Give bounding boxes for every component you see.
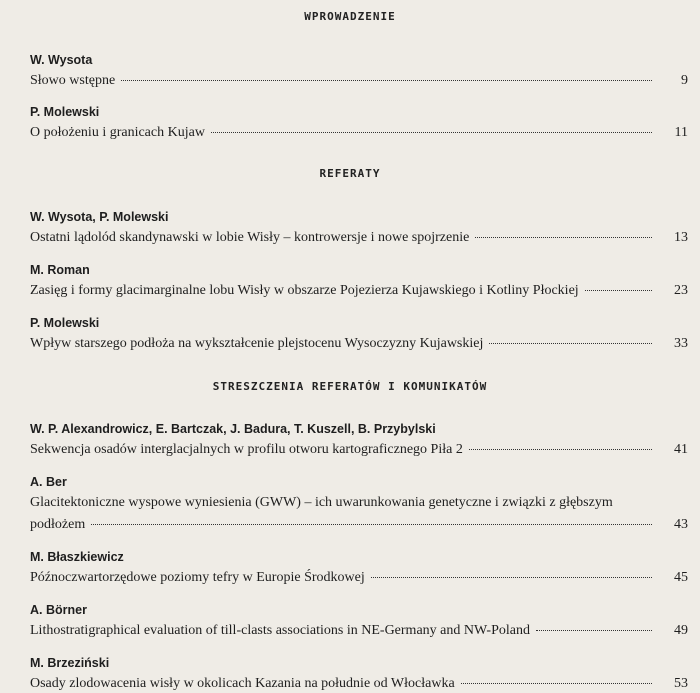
entry-title-line (30, 621, 688, 640)
entry-title: Późnoczwartorzędowe poziomy tefry w Europie Środkowej (30, 570, 365, 585)
entry-authors: W. P. Alexandrowicz, E. Bartczak, J. Badura, T. Kuszell, B. Przybylski (30, 422, 436, 436)
section-title-wprowadzenie: WPROWADZENIE (304, 10, 396, 23)
toc-entry[interactable] (30, 315, 688, 353)
entry-page-number: 43 (674, 517, 688, 532)
entry-title: Lithostratigraphical evaluation of till-clasts associations in NE-Germany and NW-Poland (30, 623, 530, 638)
leader-dots (91, 524, 652, 525)
toc-entry[interactable] (30, 602, 688, 640)
leader-dots (211, 132, 652, 133)
entry-title-line (30, 281, 688, 300)
entry-title-line (30, 334, 688, 353)
toc-entry[interactable] (30, 52, 688, 90)
entry-title: Sekwencja osadów interglacjalnych w profilu otworu kartograficznego Piła 2 (30, 442, 463, 457)
entry-page-number: 9 (681, 73, 688, 88)
entry-authors: M. Roman (30, 263, 90, 277)
entry-page-number: 11 (674, 125, 688, 140)
entry-page-number: 45 (674, 570, 688, 585)
entry-title-line (30, 123, 688, 142)
entry-page-number: 41 (674, 442, 688, 457)
entry-authors: W. Wysota (30, 53, 93, 67)
entry-authors: A. Börner (30, 603, 87, 617)
entry-title-line (30, 674, 688, 693)
entry-page-number: 23 (674, 283, 688, 298)
toc-entry[interactable] (30, 104, 688, 142)
toc-entry[interactable] (30, 209, 688, 247)
leader-dots (585, 290, 652, 291)
entry-title-line-1: Glacitektoniczne wyspowe wyniesienia (GWW) – ich uwarunkowania genetyczne i związki z głębszym (30, 495, 613, 510)
entry-authors: P. Molewski (30, 316, 100, 330)
leader-dots (536, 630, 652, 631)
entry-authors: P. Molewski (30, 105, 100, 119)
toc-entry[interactable] (30, 262, 688, 300)
entry-title-line (30, 228, 688, 247)
leader-dots (489, 343, 652, 344)
entry-title-line (30, 515, 688, 534)
entry-title: Osady zlodowacenia wisły w okolicach Kazania na południe od Włocławka (30, 676, 455, 691)
entry-authors: A. Ber (30, 475, 67, 489)
leader-dots (461, 683, 652, 684)
entry-title: Wpływ starszego podłoża na wykształcenie plejstocenu Wysoczyzny Kujawskiej (30, 336, 484, 351)
entry-title: O położeniu i granicach Kujaw (30, 125, 205, 140)
entry-page-number: 49 (674, 623, 688, 638)
leader-dots (371, 577, 652, 578)
entry-authors: M. Brzeziński (30, 656, 110, 670)
section-title-streszczenia: STRESZCZENIA REFERATÓW I KOMUNIKATÓW (212, 380, 488, 393)
entry-page-number: 13 (674, 230, 688, 245)
leader-dots (121, 80, 652, 81)
entry-title: Słowo wstępne (30, 73, 116, 88)
entry-title-line-2: podłożem (30, 517, 86, 532)
leader-dots (475, 237, 652, 238)
leader-dots (469, 449, 652, 450)
toc-entry[interactable] (30, 655, 688, 693)
section-title-referaty: REFERATY (319, 167, 381, 180)
entry-title-line (30, 71, 688, 90)
entry-authors: W. Wysota, P. Molewski (30, 210, 169, 224)
entry-title-line (30, 568, 688, 587)
entry-title: Ostatni lądolód skandynawski w lobie Wisły – kontrowersje i nowe spojrzenie (30, 230, 470, 245)
entry-page-number: 53 (674, 676, 688, 691)
toc-entry[interactable] (30, 474, 688, 534)
toc-entry[interactable] (30, 421, 688, 459)
entry-title-line (30, 440, 688, 459)
entry-title: Zasięg i formy glacimarginalne lobu Wisły w obszarze Pojezierza Kujawskiego i Kotliny Płockiej (30, 283, 579, 298)
entry-authors: M. Błaszkiewicz (30, 550, 124, 564)
entry-page-number: 33 (674, 336, 688, 351)
toc-entry[interactable] (30, 549, 688, 587)
